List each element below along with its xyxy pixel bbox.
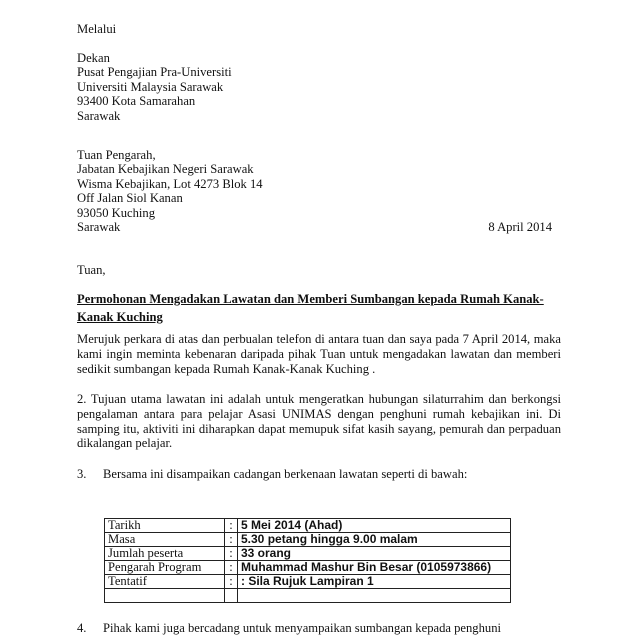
row-value: 5.30 petang hingga 9.00 malam	[238, 533, 511, 547]
row-separator: :	[225, 575, 238, 589]
row-value	[238, 589, 511, 603]
row-label: Masa	[105, 533, 225, 547]
row-separator: :	[225, 519, 238, 533]
table-row	[105, 561, 511, 575]
via-address-line: Universiti Malaysia Sarawak	[77, 79, 224, 94]
row-separator	[225, 589, 238, 603]
recipient-address-line: Sarawak	[77, 220, 121, 235]
row-value: 33 orang	[238, 547, 511, 561]
paragraph-1: Merujuk perkara di atas dan perbualan telefon di antara tuan dan saya pada 7 April 2014, maka kami ingin meminta kebenaran daripada pihak Tuan untuk mengadakan lawatan dan memberi sedikit sumbangan kepada Rumah Kanak-Kanak Kuching .	[77, 332, 561, 376]
paragraph-3-text: Bersama ini disampaikan cadangan berkenaan lawatan seperti di bawah:	[103, 467, 468, 481]
subject-heading: Permohonan Mengadakan Lawatan dan Memberi Sumbangan kepada Rumah Kanak-Kanak Kuching	[77, 292, 544, 324]
recipient-address	[77, 148, 263, 234]
via-address	[77, 51, 232, 123]
row-separator: :	[225, 533, 238, 547]
via-address-line: 93400 Kota Samarahan	[77, 94, 196, 109]
table-row	[105, 575, 511, 589]
row-label	[105, 589, 225, 603]
recipient-address-line: Wisma Kebajikan, Lot 4273 Blok 14	[77, 176, 263, 191]
letter-date: 8 April 2014	[488, 220, 552, 234]
row-label: Tentatif	[105, 575, 225, 589]
recipient-address-line: Off Jalan Siol Kanan	[77, 191, 183, 206]
table-row	[105, 519, 511, 533]
recipient-address-line: 93050 Kuching	[77, 205, 156, 220]
row-label: Tarikh	[105, 519, 225, 533]
table-row	[105, 533, 511, 547]
row-value: : Sila Rujuk Lampiran 1	[238, 575, 511, 589]
table-row	[105, 589, 511, 603]
via-label: Melalui	[77, 22, 117, 36]
via-address-line: Sarawak	[77, 108, 121, 123]
paragraph-4-number: 4.	[77, 621, 87, 635]
row-value: 5 Mei 2014 (Ahad)	[238, 519, 511, 533]
row-label: Pengarah Program	[105, 561, 225, 575]
via-address-line: Pusat Pengajian Pra-Universiti	[77, 65, 232, 80]
paragraph-4	[77, 621, 501, 635]
table-row	[105, 547, 511, 561]
row-separator: :	[225, 547, 238, 561]
row-value: Muhammad Mashur Bin Besar (0105973866)	[238, 561, 511, 575]
details-table	[104, 518, 511, 603]
paragraph-3-number: 3.	[77, 467, 87, 481]
recipient-address-line: Tuan Pengarah,	[77, 148, 156, 162]
paragraph-3	[77, 467, 467, 481]
paragraph-2: 2. Tujuan utama lawatan ini adalah untuk mengeratkan hubungan silaturrahim dan berkongsi pengalaman antara para pelajar Asasi UNIMAS dengan penghuni rumah kebajikan ini. Di samping itu, aktiviti ini diharapkan dapat memupuk sifat kasih sayang, pemurah dan perpaduan dikalangan pelajar.	[77, 392, 561, 451]
row-label: Jumlah peserta	[105, 547, 225, 561]
salutation: Tuan,	[77, 263, 106, 277]
recipient-address-line: Jabatan Kebajikan Negeri Sarawak	[77, 162, 254, 177]
row-separator: :	[225, 561, 238, 575]
paragraph-4-text: Pihak kami juga bercadang untuk menyampaikan sumbangan kepada penghuni	[103, 621, 501, 635]
via-address-line: Dekan	[77, 51, 110, 65]
